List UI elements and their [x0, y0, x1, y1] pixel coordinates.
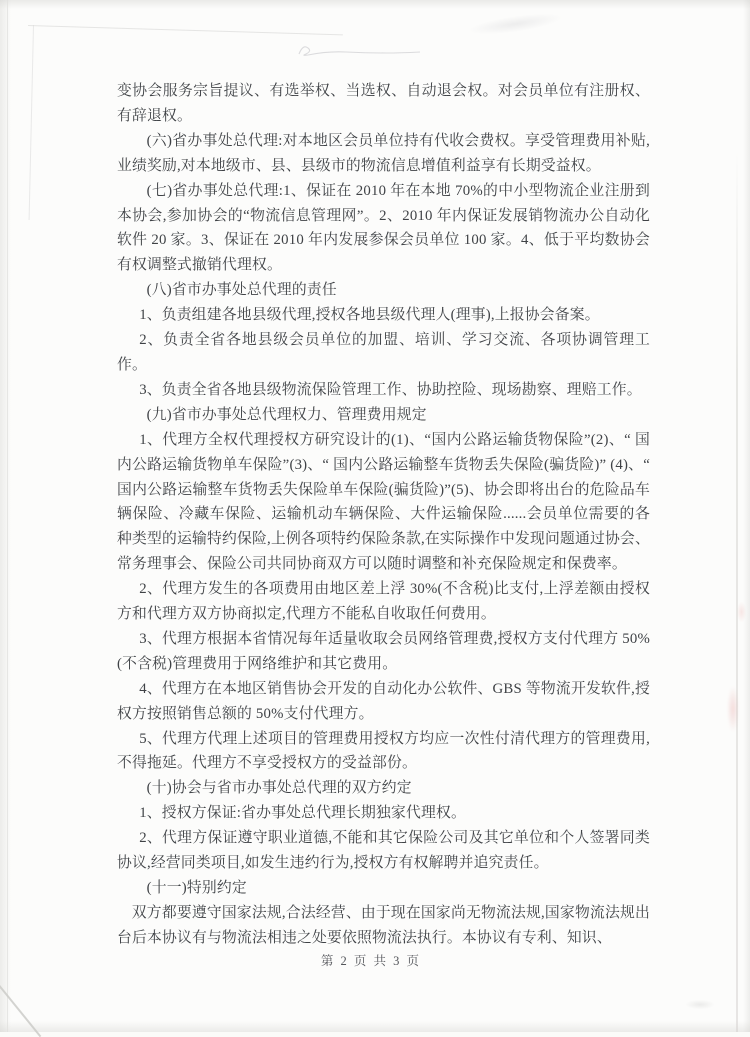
clause-8-item-3: 3、负责全省各地县级物流保险管理工作、协助控险、现场勘察、理赔工作。: [117, 378, 650, 403]
clause-9-item-5: 5、代理方代理上述项目的管理费用授权方均应一次性付清代理方的管理费用,不得拖延。代理方不享受授权方的受益部份。: [117, 727, 650, 777]
paper-edge-line: [7, 0, 8, 1032]
clause-7: (七)省办事处总代理:1、保证在 2010 年在本地 70%的中小型物流企业注册到本协会,参加协会的“物流信息管理网”。2、2010 年内保证发展销物流办公自动化软件 20 家。3、保证在 2010 年内发展参保会员单位 100 家。4、低于平均数协会有权调整式撤销代理权。: [117, 179, 650, 279]
clause-9-item-2: 2、代理方发生的各项费用由地区差上浮 30%(不含税)比支付,上浮差额由授权方和代理方双方协商拟定,代理方不能私自收取任何费用。: [117, 577, 650, 627]
pink-smudge-small: [737, 602, 746, 622]
clause-9-item-1: 1、代理方全权代理授权方研究设计的(1)、“国内公路运输货物保险”(2)、“ 国内公路运输货物单车保险”(3)、“ 国内公路运输整车货物丢失保险(骗货险)” (4)、“ 国内公路运输整车货物丢失保险单车保险(骗货险)”(5)、协会即将出台的危险品车辆保险、冷藏车保险、运输机动车辆保险、大件运输保险......会员单位需要的各种类型的运输特约保险,上例各项特约保险条款,在实际操作中发现问题通过协会、常务理事会、保险公司共同协商双方可以随时调整和补充保险规定和保费率。: [117, 428, 650, 577]
scan-streak-top-right: [467, 9, 563, 38]
clause-6: (六)省办事处总代理:对本地区会员单位持有代收会费权。享受管理费用补贴,业绩奖励,对本地级市、县、县级市的物流信息增值利益享有长期受益权。: [117, 129, 650, 179]
clause-10-item-2: 2、代理方保证遵守职业道德,不能和其它保险公司及其它单位和个人签署同类协议,经营同类项目,如发生违约行为,授权方有权解聘并追究责任。: [117, 826, 650, 876]
pencil-scribble-mark: [293, 38, 428, 62]
scan-edge-right: [743, 0, 750, 1032]
clause-8-heading: (八)省市办事处总代理的责任: [117, 278, 650, 303]
clause-8-item-1: 1、负责组建各地县级代理,授权各地县级代理人(理事),上报协会备案。: [117, 303, 650, 328]
clause-10-heading: (十)协会与省市办事处总代理的双方约定: [117, 776, 650, 801]
paper-top-edge-line: [28, 25, 343, 35]
crease-line-top-left: [29, 25, 34, 220]
scan-edge-bottom: [0, 1021, 750, 1032]
crease-line-right: [736, 150, 738, 1032]
clause-9-item-3: 3、代理方根据本省情况每年适量收取会员网络管理费,授权方支付代理方 50%(不含税)管理费用于网络维护和其它费用。: [117, 627, 650, 677]
clause-11-body: 双方都要遵守国家法规,合法经营、由于现在国家尚无物流法规,国家物流法规出台后本协议有与物流法相违之处要依照物流法执行。本协议有专利、知识、: [117, 901, 650, 951]
clause-8-item-2: 2、负责全省各地县级会员单位的加盟、培训、学习交流、各项协调管理工作。: [117, 328, 650, 378]
paragraph-continued: 变协会服务宗旨提议、有选举权、当选权、自动退会权。对会员单位有注册权、有辞退权。: [117, 79, 650, 129]
gray-smudge-bottom-right: [686, 1000, 714, 1009]
scan-edge-top: [0, 0, 750, 9]
clause-10-item-1: 1、授权方保证:省办事处总代理长期独家代理权。: [117, 801, 650, 826]
clause-9-item-4: 4、代理方在本地区销售协会开发的自动化办公软件、GBS 等物流开发软件,授权方按照销售总额的 50%支付代理方。: [117, 677, 650, 727]
pink-smudge: [727, 686, 739, 732]
page-number: 第 2 页 共 3 页: [0, 951, 742, 969]
clause-11-heading: (十一)特别约定: [117, 876, 650, 901]
clause-9-heading: (九)省市办事处总代理权力、管理费用规定: [117, 403, 650, 428]
scan-edge-left: [0, 0, 11, 1032]
document-body: [117, 79, 650, 951]
